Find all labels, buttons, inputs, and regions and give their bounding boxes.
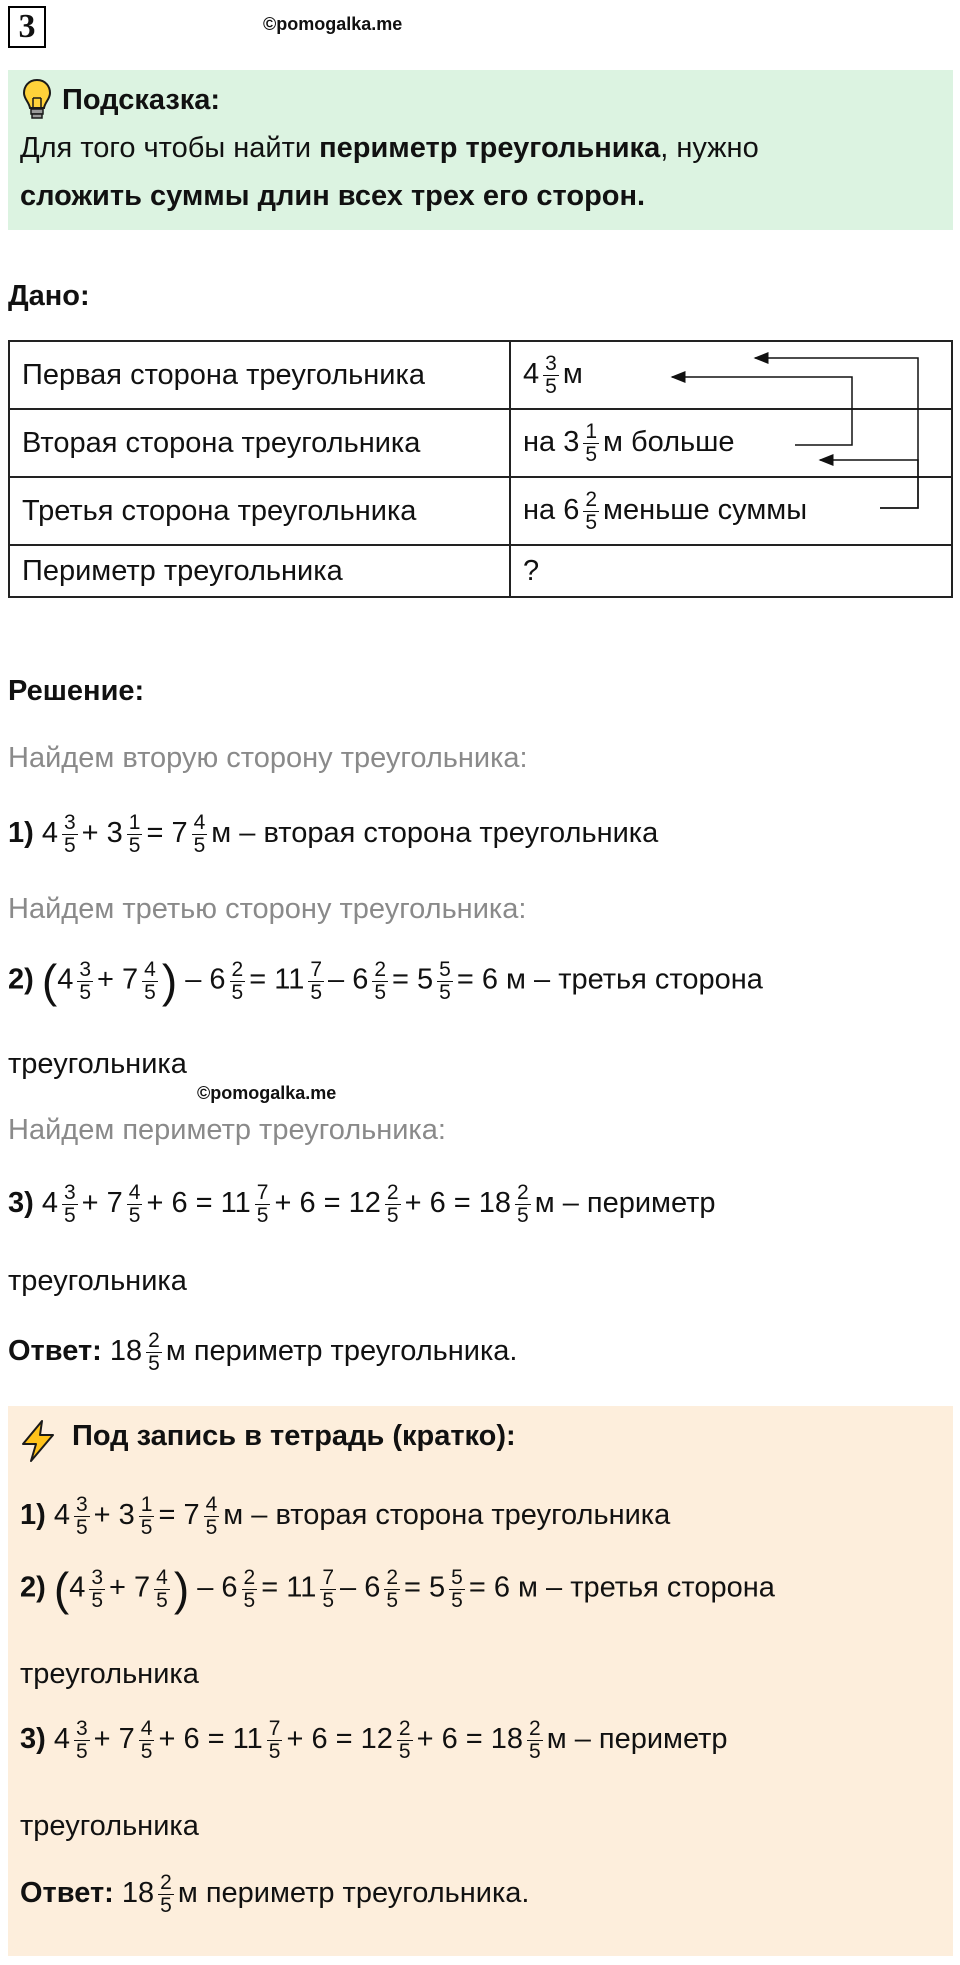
lightning-icon xyxy=(20,1420,56,1462)
note-step2-wrap: треугольника xyxy=(20,1658,199,1690)
row-name: Первая сторона треугольника xyxy=(9,341,510,409)
given-label: Дано: xyxy=(8,280,90,312)
arrow-third-to-first xyxy=(755,358,918,508)
step2-equation: 2) (4 $\frac{3}{5}$ + 7 $\frac{4}{5}$ ) – 6 $\frac{2}{5}$ = 11 $\frac{7}{5}$ – 6 $\frac{2}{5}$ = 5 $\frac{5}{5}$ = 6 м – третья сторона xyxy=(8,955,763,1007)
notebook-title: Под запись в тетрадь (кратко): xyxy=(72,1420,516,1452)
solution-label: Решение: xyxy=(8,675,145,707)
step3-wrap: треугольника xyxy=(8,1265,187,1297)
note-step3-wrap: треугольника xyxy=(20,1810,199,1842)
hint-line-2: сложить суммы длин всех трех его сторон. xyxy=(20,180,646,212)
note-step2: 2) (4 $\frac{3}{5}$ + 7 $\frac{4}{5}$ ) – 6 $\frac{2}{5}$ = 11 $\frac{7}{5}$ – 6 $\frac{2}{5}$ = 5 $\frac{5}{5}$ = 6 м – третья сторона xyxy=(20,1563,775,1615)
hint-title: Подсказка: xyxy=(62,84,221,116)
step1-caption: Найдем вторую сторону треугольника: xyxy=(8,742,528,774)
answer: Ответ: 18 $\frac{2}{5}$ м периметр треугольника. xyxy=(8,1329,518,1375)
row-name: Вторая сторона треугольника xyxy=(9,409,510,477)
arrow-second-to-first xyxy=(672,377,852,445)
step3-caption: Найдем периметр треугольника: xyxy=(8,1114,446,1146)
notebook-box xyxy=(8,1406,953,1956)
note-answer: Ответ: 18 $\frac{2}{5}$ м периметр треугольника. xyxy=(20,1871,530,1917)
row-value: ? xyxy=(510,545,952,597)
row-value: 4 $\frac{3}{5}$ м xyxy=(510,341,952,409)
watermark: ©pomogalka.me xyxy=(263,14,403,34)
row-name: Периметр треугольника xyxy=(9,545,510,597)
note-step1: 1) 4 $\frac{3}{5}$ + 3 $\frac{1}{5}$ = 7 $\frac{4}{5}$ м – вторая сторона треугольника xyxy=(20,1493,671,1539)
note-step3: 3) 4 $\frac{3}{5}$ + 7 $\frac{4}{5}$ + 6 = 11 $\frac{7}{5}$ + 6 = 12 $\frac{2}{5}$ + 6 = 18 $\frac{2}{5}$ м – периметр xyxy=(20,1717,728,1763)
row-value: на 3 $\frac{1}{5}$ м больше xyxy=(510,409,952,477)
step2-caption: Найдем третью сторону треугольника: xyxy=(8,893,527,925)
task-number: 3 xyxy=(8,6,46,48)
step2-wrap: треугольника xyxy=(8,1048,187,1080)
relation-arrows xyxy=(0,0,960,560)
hint-line-1: Для того чтобы найти периметр треугольника, нужно xyxy=(20,132,759,164)
step3-equation: 3) 4 $\frac{3}{5}$ + 7 $\frac{4}{5}$ + 6 = 11 $\frac{7}{5}$ + 6 = 12 $\frac{2}{5}$ + 6 = 18 $\frac{2}{5}$ м – периметр xyxy=(8,1181,716,1227)
step1-equation: 1) 4 $\frac{3}{5}$ + 3 $\frac{1}{5}$ = 7 $\frac{4}{5}$ м – вторая сторона треугольника xyxy=(8,811,659,857)
watermark-2: ©pomogalka.me xyxy=(197,1083,337,1103)
arrow-third-to-second xyxy=(820,460,918,508)
row-value: на 6 $\frac{2}{5}$ меньше суммы xyxy=(510,477,952,545)
row-name: Третья сторона треугольника xyxy=(9,477,510,545)
